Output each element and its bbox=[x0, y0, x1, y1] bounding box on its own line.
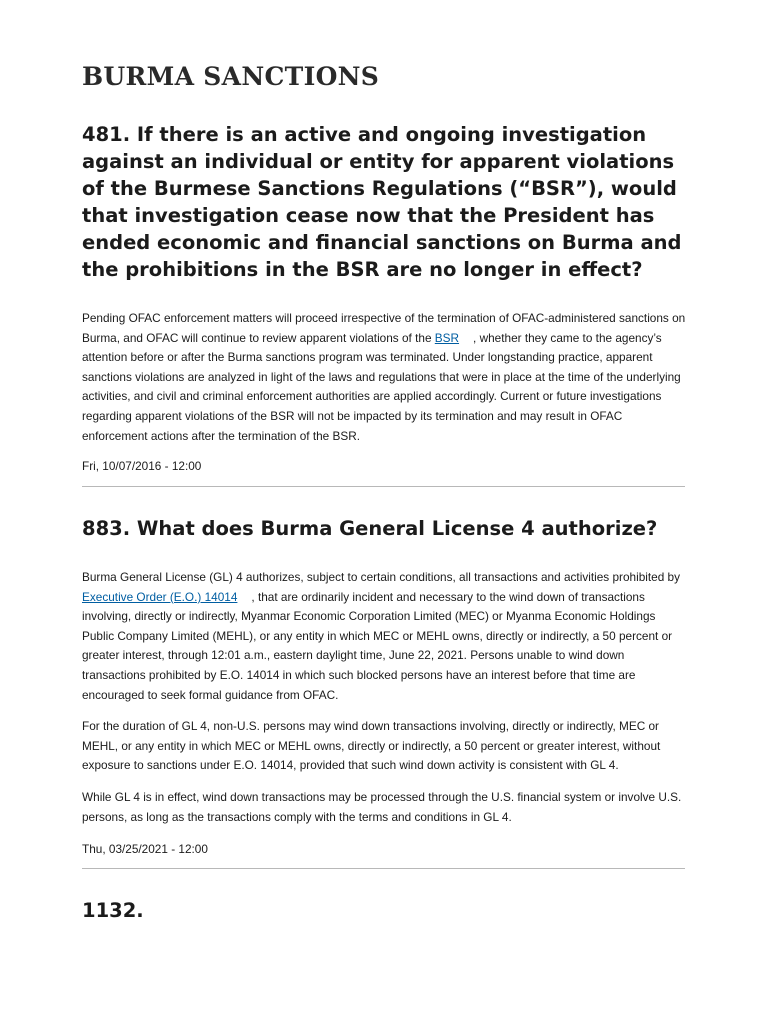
divider bbox=[82, 868, 685, 869]
faq-481-question: 481. If there is an active and ongoing investigation against an individual or entity for apparent violations of the Burmese Sanctions Regulations (“BSR”), would that investigation cease now that the President has ended economic and financial sanctions on Burma and the prohibitions in the BSR are no longer in effect? bbox=[82, 123, 682, 281]
faq-883-paragraph-3: While GL 4 is in effect, wind down transactions may be processed through the U.S. financial system or involve U.S. persons, as long as the transactions comply with the terms and conditions in GL 4. bbox=[82, 790, 682, 824]
faq-1132-question: 1132. bbox=[82, 899, 144, 922]
executive-order-14014-link[interactable]: Executive Order (E.O.) 14014 bbox=[82, 589, 238, 604]
faq-481-answer-text-1: Pending OFAC enforcement matters will proceed irrespective of the termination of OFAC-administered sanctions on Burma, and OFAC will continue to review apparent violations of the bbox=[82, 311, 686, 345]
faq-883-p1-text-2: , that are ordinarily incident and necessary to the wind down of transactions involving, directly or indirectly, Myanmar Economic Corporation Limited (MEC) or Myanma Economic Holdings Public Company Limited (MEHL), or any entity in which MEC or MEHL owns, directly or indirectly, a 50 percent or greater interest, through 12:01 a.m., eastern daylight time, June 22, 2021. Persons unable to wind down transactions prohibited by E.O. 14014 in which such blocked persons have an interest before that time are encouraged to seek formal guidance from OFAC. bbox=[82, 589, 673, 702]
faq-481-answer-text-2: , whether they came to the agency’s attention before or after the Burma sanctions program was terminated. Under longstanding practice, apparent sanctions violations are analyzed in light of the laws and regulations that were in place at the time of the underlying activities, and civil and criminal enforcement authorities are applied accordingly. Current or future investigations regarding apparent violations of the BSR will not be impacted by its termination and may result in OFAC enforcement actions after the termination of the BSR. bbox=[82, 330, 681, 443]
faq-883-paragraph-2: For the duration of GL 4, non-U.S. persons may wind down transactions involving, directly or indirectly, MEC or MEHL, or any entity in which MEC or MEHL owns, directly or indirectly, a 50 percent or greater interest, without exposure to sanctions under E.O. 14014, provided that such wind down activity is consistent with GL 4. bbox=[82, 719, 661, 773]
faq-883-question: 883. What does Burma General License 4 authorize? bbox=[82, 517, 658, 540]
bsr-link[interactable]: BSR bbox=[434, 330, 460, 345]
page-title: BURMA SANCTIONS bbox=[82, 62, 380, 91]
divider bbox=[82, 486, 685, 487]
faq-481-date: Fri, 10/07/2016 - 12:00 bbox=[82, 459, 202, 473]
faq-883-date: Thu, 03/25/2021 - 12:00 bbox=[82, 842, 208, 856]
faq-481-answer bbox=[82, 309, 690, 446]
faq-883-p1-text-1: Burma General License (GL) 4 authorizes, subject to certain conditions, all transactions and activities prohibited by bbox=[82, 570, 681, 584]
faq-883-paragraph-1 bbox=[82, 568, 690, 705]
